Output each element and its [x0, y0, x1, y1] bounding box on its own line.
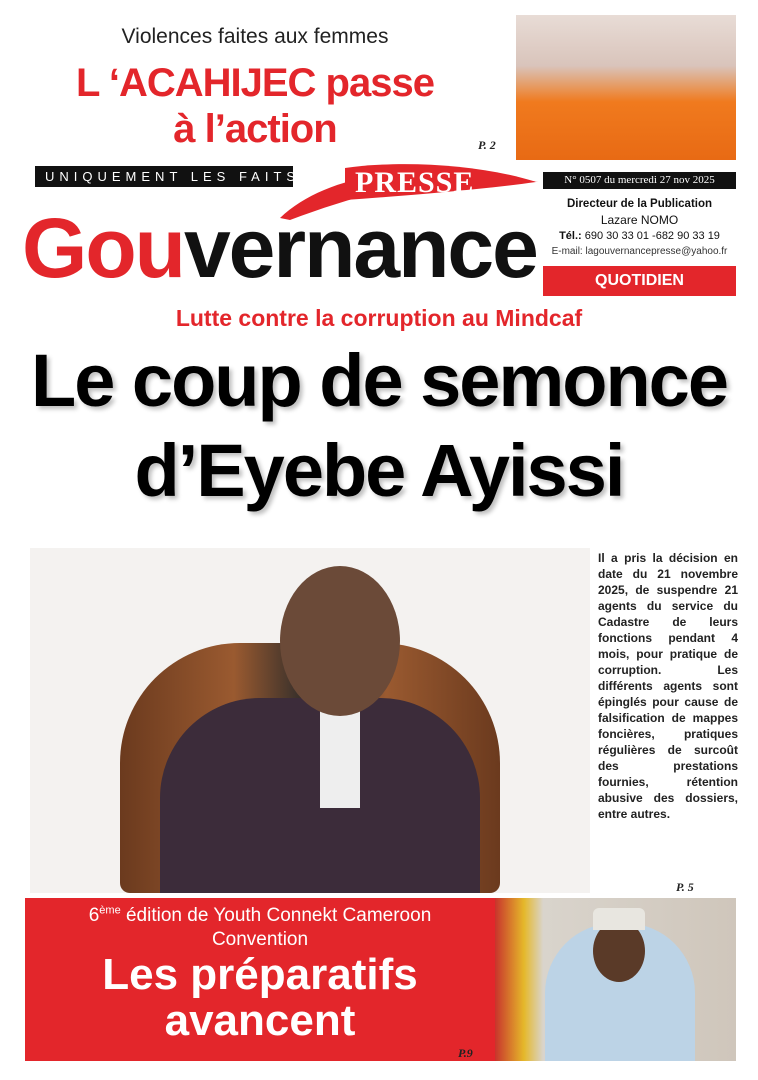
logo-part1: Gou: [22, 201, 184, 295]
lead-headline-line1[interactable]: Le coup de semonce: [31, 339, 727, 422]
bottom-title-line2: avancent: [164, 996, 356, 1045]
bottom-story[interactable]: [25, 898, 495, 1061]
logo-part2: vernance: [183, 201, 537, 295]
shirt-shape: [320, 708, 360, 808]
kicker-sup: ème: [99, 904, 121, 917]
kicker-line2: Convention: [211, 929, 309, 950]
bottom-photo: [495, 898, 736, 1061]
teaser-title[interactable]: [40, 60, 470, 152]
bottom-title: [25, 952, 495, 1044]
frequency-badge: QUOTIDIEN: [543, 266, 736, 296]
kicker-num: 6: [88, 905, 100, 926]
lead-photo: [30, 548, 590, 893]
teaser-title-line2: à l’action: [173, 107, 337, 151]
hat-shape: [593, 908, 645, 930]
masthead-slogan: UNIQUEMENT LES FAITS: [35, 166, 293, 187]
lead-page-ref: P. 5: [676, 880, 694, 894]
teaser-title-line1: L ‘ACAHIJEC passe: [76, 61, 434, 105]
director-name: Lazare NOMO: [600, 213, 679, 227]
issue-number: N° 0507 du mercredi 27 nov 2025: [543, 172, 736, 189]
teaser-kicker: Violences faites aux femmes: [121, 25, 389, 48]
masthead-logo[interactable]: [22, 201, 537, 295]
email[interactable]: E-mail: lagouvernancepresse@yahoo.fr: [551, 246, 728, 257]
lead-headline-line2[interactable]: d’Eyebe Ayissi: [134, 429, 624, 512]
lead-surtitle: Lutte contre la corruption au Mindcaf: [175, 305, 583, 331]
lead-body: Il a pris la décision en date du 21 novembre 2025, de suspendre 21 agents du service du Cadastre de leurs fonctions pendant 4 mois, pour pratique de corruption. Les différents agents sont épinglés pour cause de falsification de mappes foncières, pratiques régulières de surcoût des prestations fournies, rétention abusive des dossiers, entre autres.: [598, 551, 738, 821]
phone-number: 690 30 33 01 -682 90 33 19: [584, 230, 720, 242]
director-label: Directeur de la Publication: [566, 198, 713, 210]
teaser-photo: [516, 15, 736, 160]
head-shape: [280, 566, 400, 716]
bottom-page-ref: P.9: [458, 1046, 473, 1060]
masthead-presse: PRESSE: [355, 166, 475, 199]
phone-label: Tél.:: [559, 230, 582, 242]
masthead-info: [543, 172, 736, 296]
phone: [543, 229, 736, 243]
bottom-title-line1: Les préparatifs: [102, 950, 418, 999]
kicker-rest: édition de Youth Connekt Cameroon: [120, 905, 432, 926]
bottom-kicker: [25, 898, 495, 952]
teaser-page-ref: P. 2: [478, 138, 496, 152]
